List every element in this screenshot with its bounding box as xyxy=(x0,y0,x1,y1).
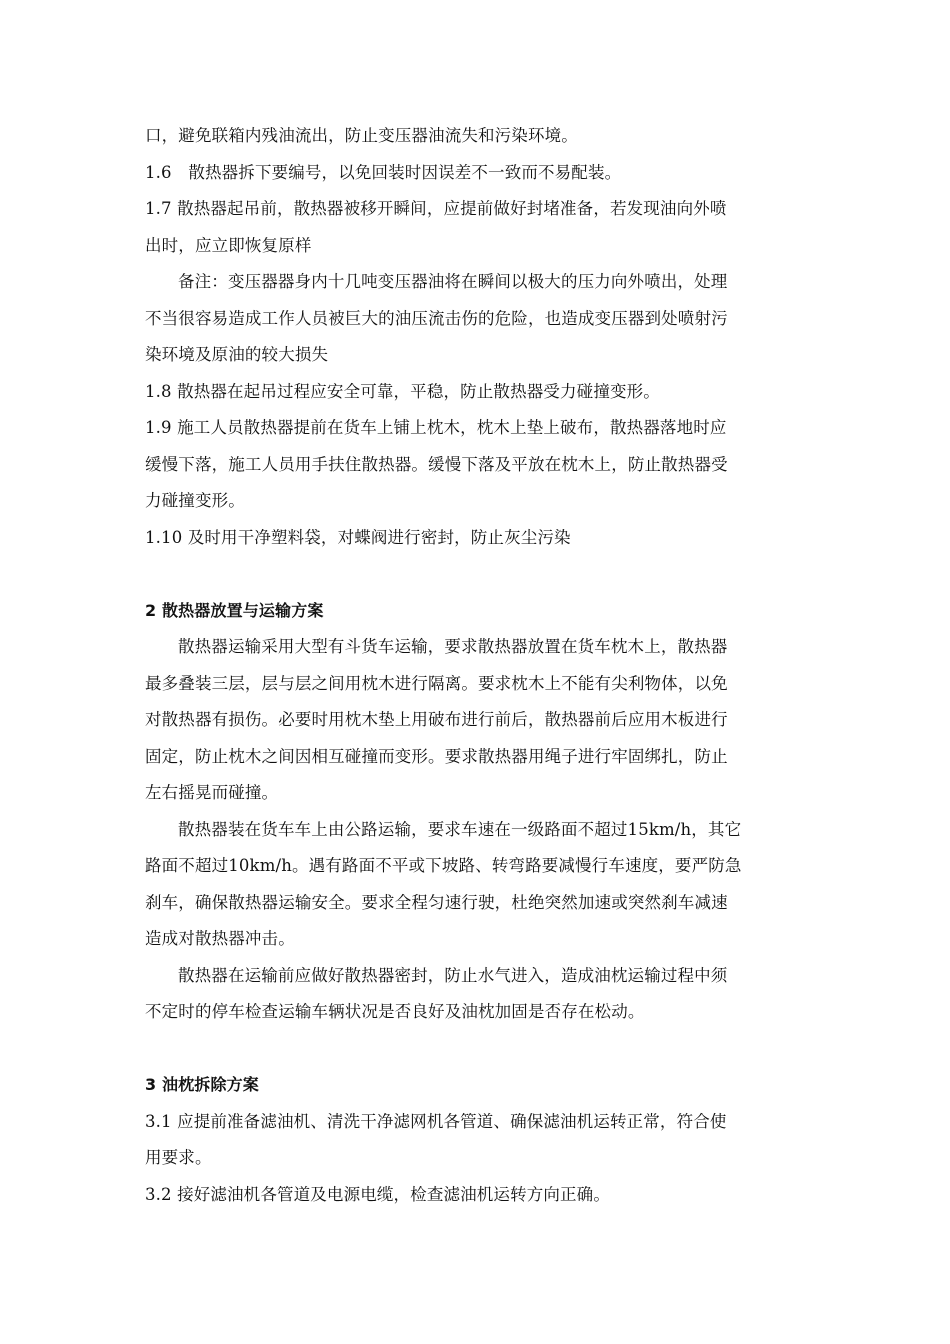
paragraph-line: 散热器运输采用大型有斗货车运输，要求散热器放置在货车枕木上，散热器 xyxy=(178,637,728,656)
paragraph-line: 散热器装在货车车上由公路运输，要求车速在一级路面不超过15km/h，其它 xyxy=(178,819,742,839)
note-line: 备注：变压器器身内十几吨变压器油将在瞬间以极大的压力向外喷出，处理 xyxy=(178,272,728,291)
paragraph-line: 不定时的停车检查运输车辆状况是否良好及油枕加固是否存在松动。 xyxy=(145,1002,645,1021)
item-1-9: 1.9 施工人员散热器提前在货车上铺上枕木，枕木上垫上破布，散热器落地时应 xyxy=(145,418,727,437)
note-line: 不当很容易造成工作人员被巨大的油压流击伤的危险，也造成变压器到处喷射污 xyxy=(145,308,728,328)
section-3-heading: 3 油枕拆除方案 xyxy=(145,1075,259,1094)
paragraph-line: 对散热器有损伤。必要时用枕木垫上用破布进行前后，散热器前后应用木板进行 xyxy=(145,710,728,729)
section-2-heading: 2 散热器放置与运输方案 xyxy=(145,600,324,620)
item-1-9-cont: 缓慢下落，施工人员用手扶住散热器。缓慢下落及平放在枕木上，防止散热器受 xyxy=(145,454,728,474)
item-3-1-cont: 用要求。 xyxy=(145,1148,212,1167)
paragraph-line: 造成对散热器冲击。 xyxy=(145,929,295,948)
item-3-2: 3.2 接好滤油机各管道及电源电缆，检查滤油机运转方向正确。 xyxy=(145,1184,610,1204)
paragraph-line: 路面不超过10km/h。遇有路面不平或下坡路、转弯路要减慢行车速度，要严防急 xyxy=(145,856,742,875)
section-gap xyxy=(145,556,807,593)
item-1-8: 1.8 散热器在起吊过程应安全可靠，平稳，防止散热器受力碰撞变形。 xyxy=(145,381,660,401)
item-3-1: 3.1 应提前准备滤油机、清洗干净滤网机各管道、确保滤油机运转正常，符合使 xyxy=(145,1111,727,1131)
note-line: 染环境及原油的较大损失 xyxy=(145,345,329,364)
paragraph-line: 左右摇晃而碰撞。 xyxy=(145,783,279,802)
section-gap xyxy=(145,1031,807,1068)
paragraph-line: 口，避免联箱内残油流出，防止变压器油流失和污染环境。 xyxy=(145,126,578,145)
item-1-7: 1.7 散热器起吊前，散热器被移开瞬间，应提前做好封堵准备，若发现油向外喷 xyxy=(145,199,727,218)
item-1-9-cont: 力碰撞变形。 xyxy=(145,491,245,510)
item-1-6: 1.6 散热器拆下要编号，以免回装时因误差不一致而不易配装。 xyxy=(145,162,622,182)
paragraph-line: 固定，防止枕木之间因相互碰撞而变形。要求散热器用绳子进行牢固绑扎，防止 xyxy=(145,746,728,766)
paragraph-line: 最多叠装三层，层与层之间用枕木进行隔离。要求枕木上不能有尖利物体，以免 xyxy=(145,673,728,693)
document-page xyxy=(145,118,807,1213)
item-1-7-cont: 出时，应立即恢复原样 xyxy=(145,235,312,255)
paragraph-line: 散热器在运输前应做好散热器密封，防止水气进入，造成油枕运输过程中须 xyxy=(178,965,728,985)
item-1-10: 1.10 及时用干净塑料袋，对蝶阀进行密封，防止灰尘污染 xyxy=(145,527,571,547)
paragraph-line: 刹车，确保散热器运输安全。要求全程匀速行驶，杜绝突然加速或突然刹车减速 xyxy=(145,892,728,912)
